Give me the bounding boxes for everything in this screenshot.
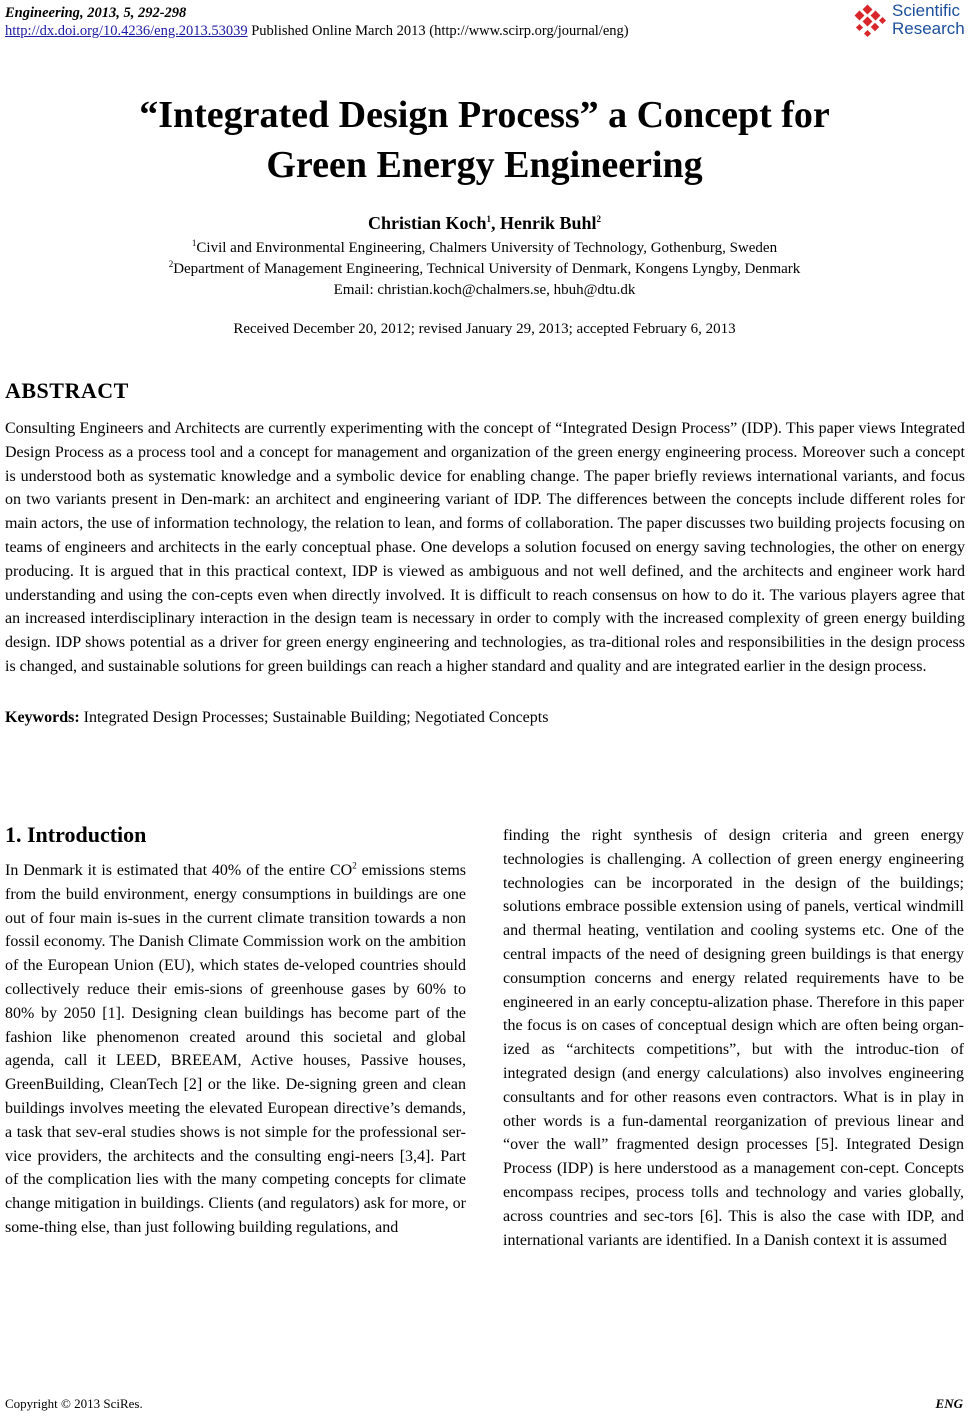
intro-paragraph-left: [5, 859, 466, 1240]
scientific-research-logo: [850, 2, 968, 42]
logo-text: [892, 2, 965, 38]
running-header: [5, 4, 629, 40]
keywords-text: Integrated Design Processes; Sustainable Building; Negotiated Concepts: [79, 709, 549, 726]
author-1: Christian Koch: [367, 213, 487, 233]
author-list: [0, 213, 969, 234]
section-heading-introduction: 1. Introduction: [5, 822, 147, 847]
intro-text-rest: emissions stems from the build environment, energy consumptions in buildings are one out of four main is-sues in the current climate transition towards a non fossil economy. The Danish Climate Commission work on the ambition of the European Union (EU), which states de-veloped countries should collectively reduce their emis-sions of greenhouse gases by 60% to 80% by 2050 [1]. Designing clean buildings has become part of the fashion like phenomenon created around this societal and global agenda, call it LEED, BREEAM, Active houses, Passive houses, GreenBuilding, CleanTech [2] or the like. De-signing green and clean buildings involves meeting the elevated European directive’s demands, a task that sev-eral studies shows is not simple for the professional ser-vice providers, the architects and the consulting engi-neers [3,4]. Part of the complication lies with the many competing concepts for climate change mitigation in buildings. Clients (and regulators) ask for more, or some-thing else, than just following building regulations, and: [5, 862, 467, 1236]
abstract-text: Consulting Engineers and Architects are currently experimenting with the concept of “Integrated Design Process” (IDP). This paper views Integrated Design Process as a process tool and a concept for management and organization of the green energy engineering process. Moreover such a concept is understood both as systematic knowledge and a symbolic device for enabling change. The paper briefly reviews international variants, and focus on two variants present in Den-mark: an architect and engineering variant of IDP. The differences between the concepts include different roles for main actors, the use of information technology, the relation to lean, and forms of collaboration. The paper discusses two building projects focusing on teams of engineers and architects in the early conceptual phase. One develops a solution focused on energy saving technologies, the other on energy producing. It is argued that in this practical context, IDP is viewed as ambiguous and not well defined, and the architects and engineer work hard understanding and using the con-cepts even when directly involved. It is difficult to reach consensus on how to do it. The various players agree that an increased interdisciplinary interaction in the design team is necessary in order to comply with the increased complexity of green energy building design. IDP shows potential as a driver for green energy engineering and technologies, as tra-ditional roles and responsibilities in the design process is changed, and sustainable solutions for green buildings can reach a higher standard and quality and are integrated earlier in the design process.: [5, 420, 965, 675]
intro-text-start: In Denmark it is estimated that 40% of the entire CO: [5, 862, 353, 879]
received-dates: Received December 20, 2012; revised January 29, 2013; accepted February 6, 2013: [233, 321, 736, 337]
footer-copyright: Copyright © 2013 SciRes.: [5, 1396, 143, 1411]
affiliation-1-mark: 1: [191, 238, 197, 248]
journal-name: Engineering: [5, 5, 80, 21]
author-1-affiliation-mark: 1: [486, 214, 491, 224]
intro-paragraph-right: finding the right synthesis of design criteria and green energy technologies is challenging. A collection of green energy engineering technologies can be incorporated in the design of the buildings; solutions embrace possible extension using of panels, vertical windmill and thermal heating, ventilation and cooling systems etc. One of the central impacts of the need of designing green buildings is that energy consumption concerns and energy related requirements have to be engineered in an early conceptu-alization phase. Therefore in this paper the focus is on cases of conceptual design which are often being organ-ized as “architects competitions”, but with the introduc-tion of integrated design (and energy calculations) also involves engineering consultants and for other reasons even contractors. What is in play in other words is a fun-damental reorganization of previous linear and “over the wall” fragmented design processes [5]. Integrated Design Process (IDP) is here understood as a management con-cept. Concepts encompass recipes, process tolls and technology and varies globally, across countries and sec-tors [6]. This is also the case with IDP, and international variants are identified. In a Danish context it is assumed: [503, 827, 964, 1249]
column-right: [503, 824, 964, 1252]
affiliation-2-mark: 2: [168, 259, 174, 269]
citation-line: [5, 4, 629, 22]
author-emails: Email: christian.koch@chalmers.se, hbuh@dtu.dk: [333, 282, 636, 298]
affiliation-2: [0, 259, 969, 279]
logo-line-1: Scientific: [892, 1, 961, 20]
paper-title: [0, 90, 969, 190]
keywords-line: [5, 709, 548, 727]
abstract-heading: ABSTRACT: [5, 378, 129, 403]
column-left: [5, 859, 466, 1240]
title-line-2: Green Energy Engineering: [266, 144, 703, 186]
doi-link[interactable]: http://dx.doi.org/10.4236/eng.2013.53039: [5, 23, 248, 39]
author-separator: ,: [490, 213, 500, 233]
logo-line-2: Research: [892, 19, 965, 38]
author-2: Henrik Buhl: [499, 213, 597, 233]
affiliation-1-text: Civil and Environmental Engineering, Chalmers University of Technology, Gothenburg, Sweden: [196, 240, 778, 256]
publisher-logo-icon: [850, 4, 890, 40]
footer-journal: ENG: [935, 1396, 963, 1411]
keywords-label: Keywords:: [5, 709, 80, 726]
publication-info: Published Online March 2013 (http://www.scirp.org/journal/eng): [247, 23, 629, 39]
co2-subscript: 2: [352, 860, 357, 871]
author-2-affiliation-mark: 2: [596, 214, 602, 224]
affiliation-1: [0, 238, 969, 258]
doi-line: [5, 22, 629, 40]
affiliation-2-text: Department of Management Engineering, Technical University of Denmark, Kongens Lyngby, Denmark: [173, 261, 801, 277]
title-line-1: “Integrated Design Process” a Concept for: [139, 94, 830, 136]
journal-citation: , 2013, 5, 292-298: [79, 5, 187, 21]
